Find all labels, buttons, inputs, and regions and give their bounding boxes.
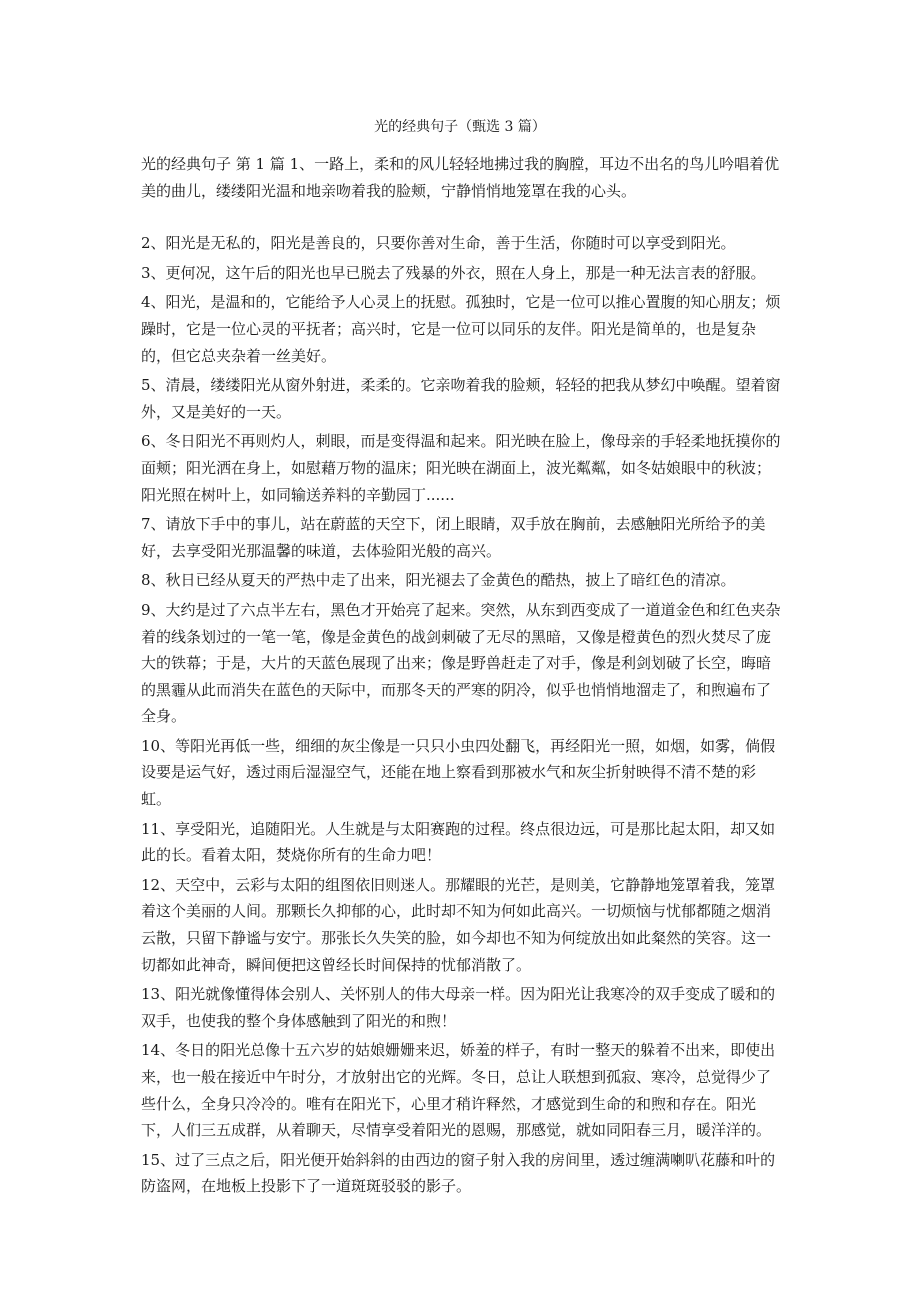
paragraph-10: 10、等阳光再低一些，细细的灰尘像是一只只小虫四处翻飞，再经阳光一照，如烟，如雾，倘假设要是运气好，透过雨后湿湿空气，还能在地上察看到那被水气和灰尘折射映得不清不楚的彩虹。 bbox=[141, 736, 776, 809]
paragraph-7: 7、请放下手中的事儿，站在蔚蓝的天空下，闭上眼睛，双手放在胸前，去感触阳光所给予的美好，去享受阳光那温馨的味道，去体验阳光般的高兴。 bbox=[141, 515, 766, 560]
paragraph-8: 8、秋日已经从夏天的严热中走了出来，阳光褪去了金黄色的酷热，披上了暗红色的清凉。 bbox=[141, 571, 736, 590]
paragraph-9: 9、大约是过了六点半左右，黑色才开始亮了起来。突然，从东到西变成了一道道金色和红色夹杂着的线条划过的一笔一笔，像是金黄色的战剑刺破了无尽的黑暗，又像是橙黄色的烈火焚尽了庞大的铁幕；于是，大片的天蓝色展现了出来；像是野兽赶走了对手，像是利剑划破了长空，晦暗的黑霾从此而消失在蓝色的天际中，而那冬天的严寒的阴冷，似乎也悄悄地溜走了，和煦遍布了全身。 bbox=[141, 600, 781, 726]
paragraph-12: 12、天空中，云彩与太阳的组图依旧则迷人。那耀眼的光芒，是则美，它静静地笼罩着我，笼罩着这个美丽的人间。那颗长久抑郁的心，此时却不知为何如此高兴。一切烦恼与忧郁都随之烟消云散，只留下静谧与安宁。那张长久失笑的脸，如今却也不知为何绽放出如此粲然的笑容。这一切都如此神奇，瞬间便把这曾经长时间保持的忧郁消散了。 bbox=[141, 875, 776, 974]
intro-paragraph: 光的经典句子 第 1 篇 1、一路上，柔和的风儿轻轻地拂过我的胸膛，耳边不出名的鸟儿吟唱着优美的曲儿，缕缕阳光温和地亲吻着我的脸颊，宁静悄悄地笼罩在我的心头。 bbox=[141, 155, 780, 200]
paragraph-6: 6、冬日阳光不再则灼人，刺眼，而是变得温和起来。阳光映在脸上，像母亲的手轻柔地抚摸你的面颊；阳光洒在身上，如慰藉万物的温床；阳光映在湖面上，波光粼粼，如冬姑娘眼中的秋波；阳光照在树叶上，如同输送养料的辛勤园丁...... bbox=[141, 432, 781, 504]
paragraph-14: 14、冬日的阳光总像十五六岁的姑娘姗姗来迟，娇羞的样子，有时一整天的躲着不出来，即使出来，也一般在接近中午时分，才放射出它的光辉。冬日，总让人联想到孤寂、寒冷，总觉得少了些什么，全身只冷冷的。唯有在阳光下，心里才稍许释然，才感觉到生命的和煦和存在。阳光下，人们三五成群，从着聊天，尽情享受着阳光的恩赐，那感觉，就如同阳春三月，暖洋洋的。 bbox=[141, 1041, 776, 1140]
paragraph-4: 4、阳光，是温和的，它能给予人心灵上的抚慰。孤独时，它是一位可以推心置腹的知心朋友；烦躁时，它是一位心灵的平抚者；高兴时，它是一位可以同乐的友伴。阳光是简单的，也是复杂的，但它总夹杂着一丝美好。 bbox=[141, 293, 781, 365]
paragraph-5: 5、清晨，缕缕阳光从窗外射进，柔柔的。它亲吻着我的脸颊，轻轻的把我从梦幻中唤醒。望着窗外，又是美好的一天。 bbox=[141, 376, 781, 421]
paragraph-2: 2、阳光是无私的，阳光是善良的，只要你善对生命，善于生活，你随时可以享受到阳光。 bbox=[141, 234, 736, 253]
paragraph-11: 11、享受阳光，追随阳光。人生就是与太阳赛跑的过程。终点很边远，可是那比起太阳，却又如此的长。看着太阳，焚烧你所有的生命力吧！ bbox=[141, 819, 776, 865]
paragraph-3: 3、更何况，这午后的阳光也早已脱去了残暴的外衣，照在人身上，那是一种无法言表的舒服。 bbox=[141, 263, 766, 282]
document-title: 光的经典句子（甄选 3 篇） bbox=[374, 119, 546, 135]
paragraph-15: 15、过了三点之后，阳光便开始斜斜的由西边的窗子射入我的房间里，透过缠满喇叭花藤和叶的防盗网，在地板上投影下了一道斑斑驳驳的影子。 bbox=[141, 1150, 776, 1196]
paragraph-13: 13、阳光就像懂得体会别人、关怀别人的伟大母亲一样。因为阳光让我寒冷的双手变成了暖和的双手，也使我的整个身体感触到了阳光的和煦！ bbox=[141, 985, 776, 1030]
document-body bbox=[141, 151, 781, 1203]
